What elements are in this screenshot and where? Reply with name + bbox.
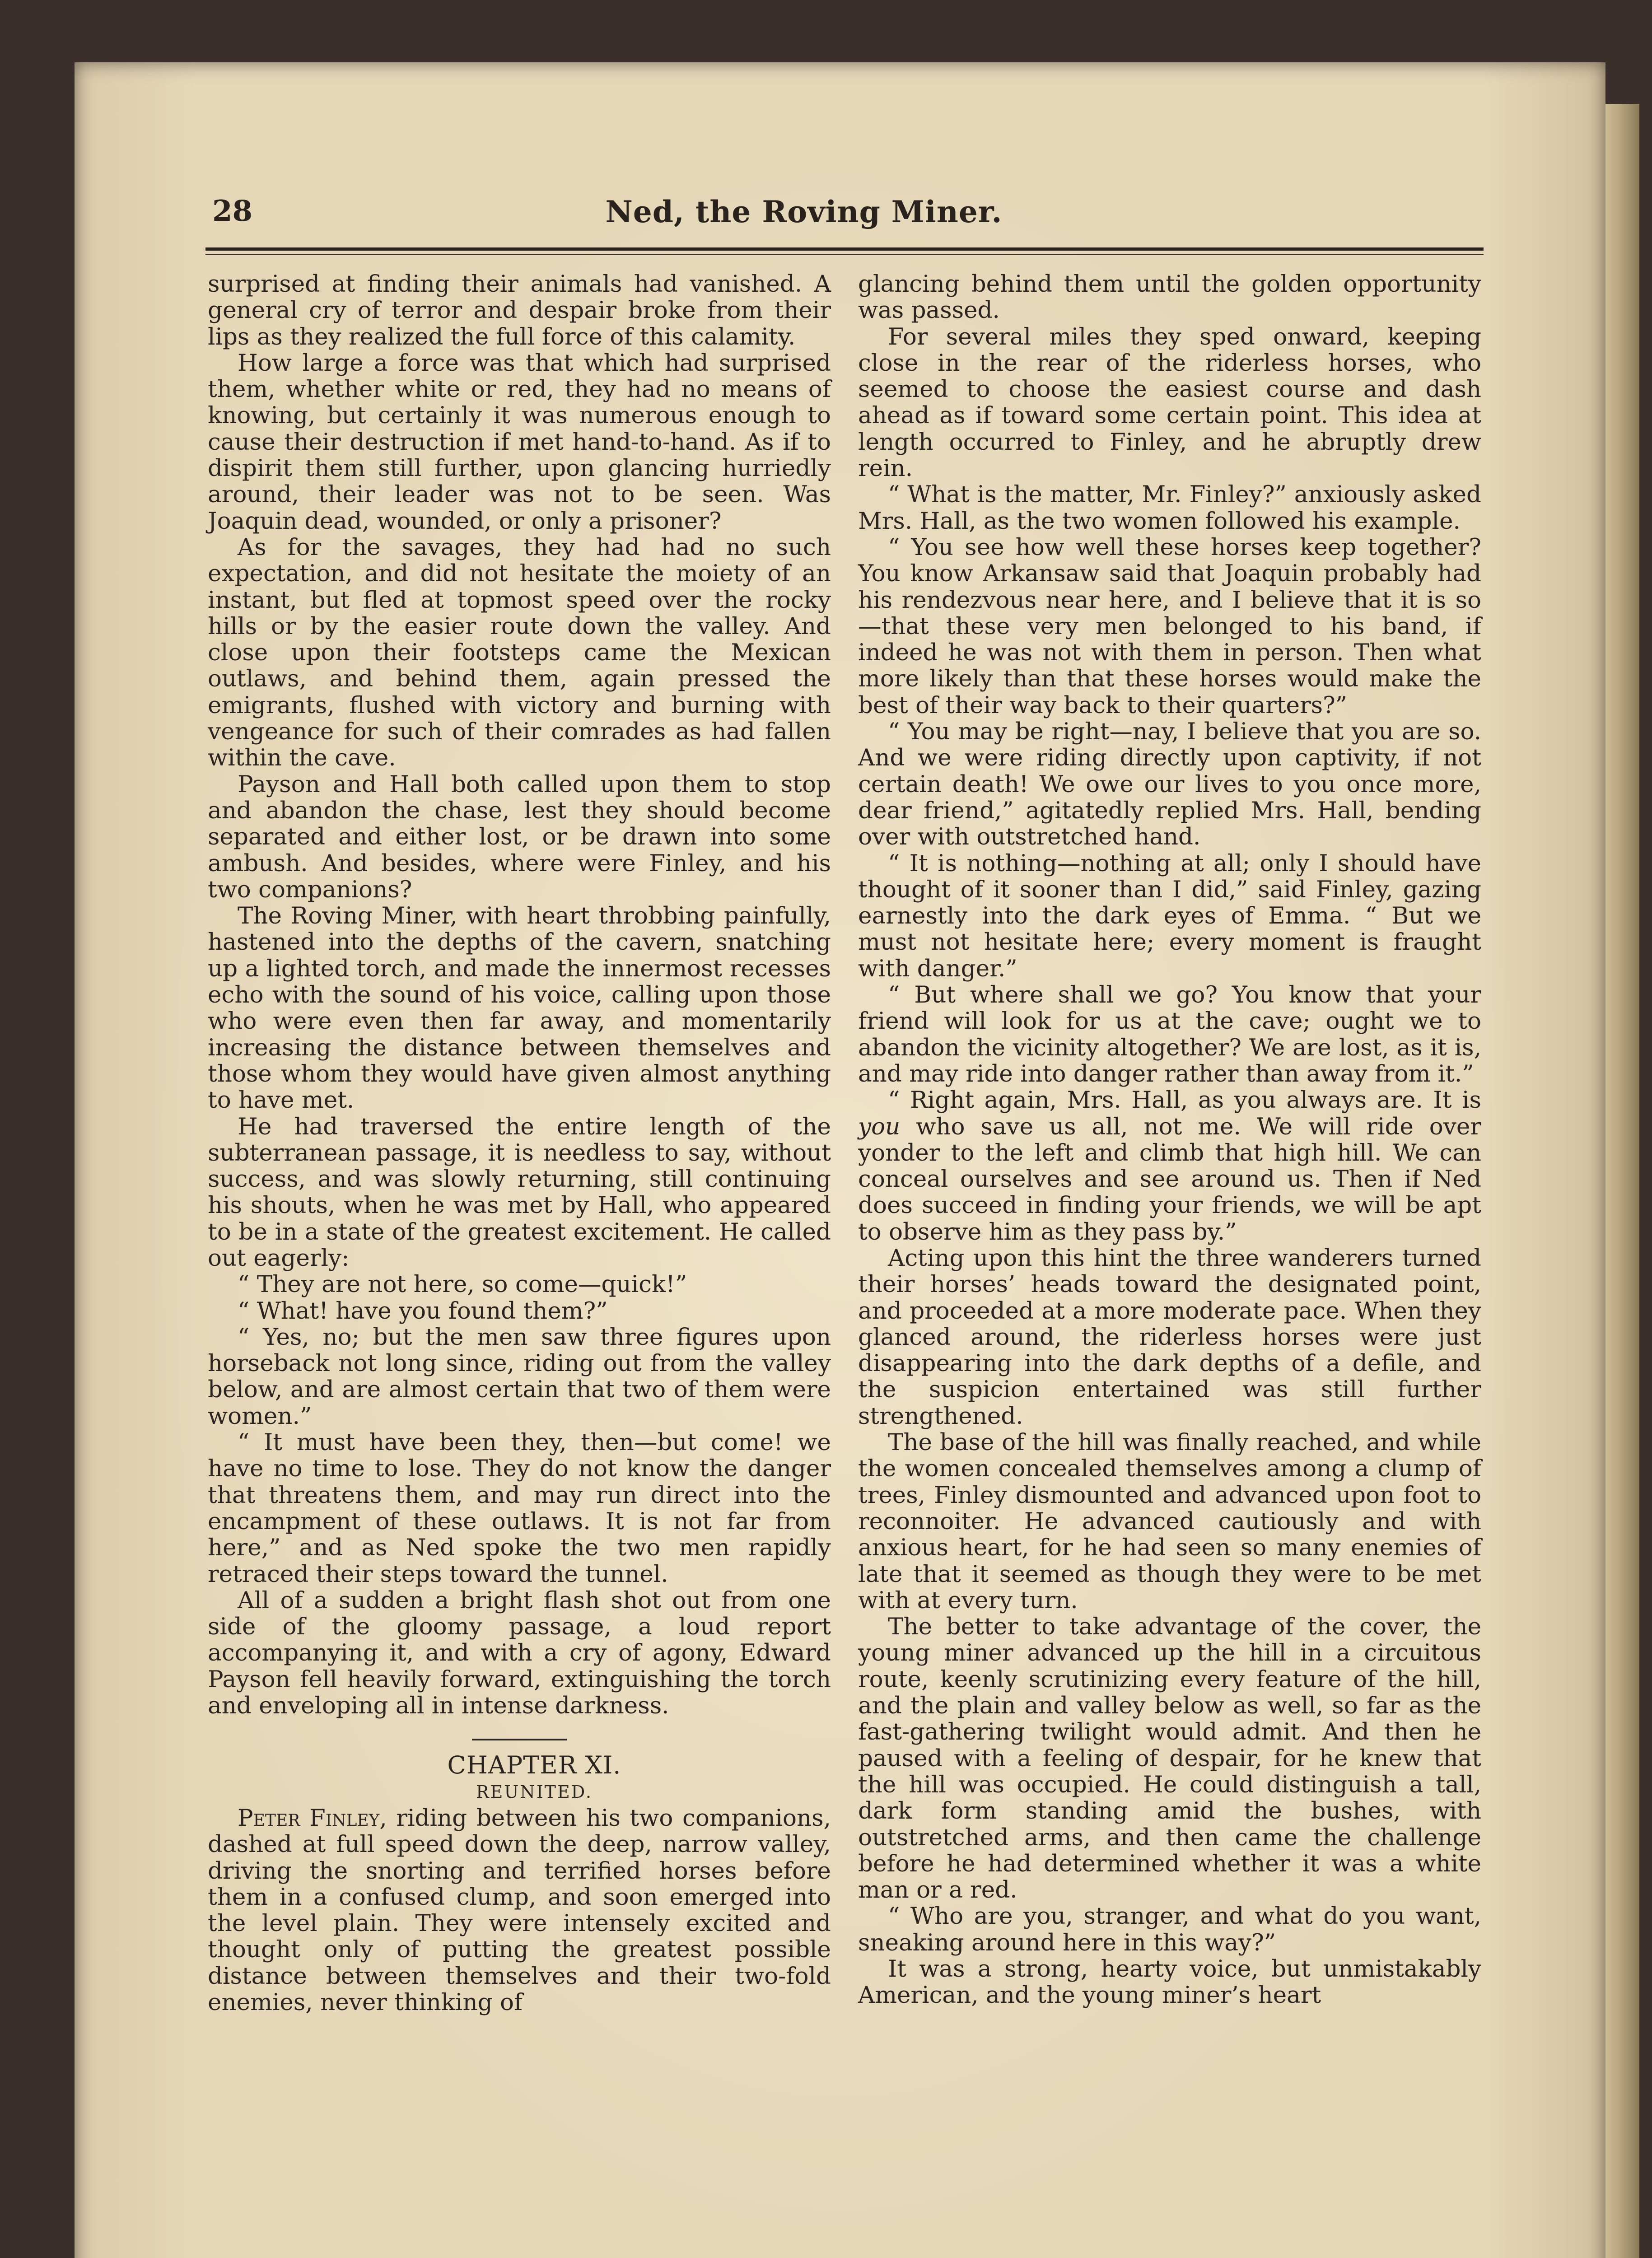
emphasized-word: you bbox=[858, 1113, 901, 1140]
chapter-title: CHAPTER XI. bbox=[447, 1751, 621, 1780]
paragraph: glancing behind them until the golden opportunity was passed. bbox=[858, 271, 1481, 324]
paragraph-text: who save us all, not me. We will ride over yonder to the left and climb that high hill. We can conceal ourselves and see around us. Then if Ned does succeed in finding your friends, we will be apt to observe him as they pass by.” bbox=[858, 1113, 1481, 1246]
chapter-divider bbox=[472, 1739, 567, 1740]
left-column bbox=[208, 271, 831, 2015]
paragraph: As for the savages, they had had no such expectation, and did not hesitate the moiety of an instant, but fled at topmost speed over the rocky hills or by the easier route down the valley. And close upon their footsteps came the Mexican outlaws, and behind them, again pressed the emigrants, flushed with victory and burning with vengeance for such of their comrades as had fallen within the cave. bbox=[208, 533, 831, 772]
paragraph: “ It must have been they, then—but come! we have no time to lose. They do not know the danger that threatens them, and may run direct into the encampment of these outlaws. It is not far from here,” and as Ned spoke the two men rapidly retraced their steps toward the tunnel. bbox=[208, 1429, 831, 1588]
paragraph: Payson and Hall both called upon them to stop and abandon the chase, lest they should become separated and either lost, or be drawn into some ambush. And besides, where were Finley, and his two companions? bbox=[208, 770, 831, 903]
paragraph: “ It is nothing—nothing at all; only I should have thought of it sooner than I did,” said Finley, gazing earnestly into the dark eyes of Emma. “ But we must not hesitate here; every moment is fraught with danger.” bbox=[858, 849, 1481, 982]
paragraph: For several miles they sped onward, keeping close in the rear of the riderless horses, who seemed to choose the easiest course and dash ahead as if toward some certain point. This idea at length occurred to Finley, and he abruptly drew rein. bbox=[858, 323, 1481, 482]
header-rule-thin bbox=[205, 254, 1484, 255]
paragraph: “ You see how well these horses keep together? You know Arkansaw said that Joaquin probably had his rendezvous near here, and I believe that it is so—that these very men belonged to his band, if indeed he was not with them in person. Then what more likely than that these horses would make the best of their way back to their quarters?” bbox=[858, 533, 1481, 719]
paragraph: The base of the hill was finally reached, and while the women concealed themselves among a clump of trees, Finley dismounted and advanced upon foot to reconnoiter. He advanced cautiously and with anxious heart, for he had seen so many enemies of late that it seemed as though they were to be met with at every turn. bbox=[858, 1429, 1481, 1614]
right-column bbox=[858, 271, 1481, 2009]
paragraph: It was a strong, hearty voice, but unmistakably American, and the young miner’s heart bbox=[858, 1955, 1481, 2009]
paragraph: “ What is the matter, Mr. Finley?” anxiously asked Mrs. Hall, as the two women followed his example. bbox=[858, 481, 1481, 535]
page-number: 28 bbox=[212, 194, 253, 228]
paragraph: Acting upon this hint the three wanderers turned their horses’ heads toward the designated point, and proceeded at a more moderate pace. When they glanced around, the riderless horses were just disappearing into the dark depths of a defile, and the suspicion entertained was still further strengthened. bbox=[858, 1244, 1481, 1430]
chapter-opening-paragraph bbox=[208, 1805, 831, 2015]
paragraph: surprised at finding their animals had vanished. A general cry of terror and despair broke from their lips as they realized the full force of this calamity. bbox=[208, 271, 831, 350]
paragraph: The better to take advantage of the cover, the young miner advanced up the hill in a circuitous route, keenly scrutinizing every feature of the hill, and the plain and valley below as well, so far as the fast-gathering twilight would admit. And then he paused with a feeling of despair, for he knew that the hill was occupied. He could distinguish a tall, dark form standing amid the bushes, with outstretched arms, and then came the challenge before he had determined whether it was a white man or a red. bbox=[858, 1613, 1481, 1904]
paragraph: “ But where shall we go? You know that your friend will look for us at the cave; ought we to abandon the vicinity altogether? We are lost, as it is, and may ride into danger rather than away from it.” bbox=[858, 981, 1481, 1087]
paragraph: “ They are not here, so come—quick!” bbox=[238, 1271, 687, 1298]
paragraph-text: “ Right again, Mrs. Hall, as you always are. It is bbox=[888, 1087, 1481, 1114]
paragraph: All of a sudden a bright flash shot out from one side of the gloomy passage, a loud report accompanying it, and with a cry of agony, Edward Payson fell heavily forward, extinguishing the torch and enveloping all in intense darkness. bbox=[208, 1586, 831, 1720]
header-rule bbox=[205, 247, 1484, 251]
paragraph: He had traversed the entire length of the subterranean passage, it is needless to say, without success, and was slowly returning, still continuing his shouts, when he was met by Hall, who appeared to be in a state of the greatest excitement. He called out eagerly: bbox=[208, 1113, 831, 1272]
paragraph: “ Yes, no; but the men saw three figures upon horseback not long since, riding out from the valley below, and are almost certain that two of them were women.” bbox=[208, 1323, 831, 1430]
chapter-subtitle: REUNITED. bbox=[476, 1782, 593, 1802]
running-title: Ned, the Roving Miner. bbox=[605, 194, 1003, 229]
paragraph: “ What! have you found them?” bbox=[238, 1297, 608, 1325]
paragraph: “ Who are you, stranger, and what do you want, sneaking around here in this way?” bbox=[858, 1903, 1481, 1956]
paragraph: The Roving Miner, with heart throbbing painfully, hastened into the depths of the cavern, snatching up a lighted torch, and made the innermost recesses echo with the sound of his voice, calling upon those who were even then far away, and momentarily increasing the distance between themselves and those whom they would have given almost anything to have met. bbox=[208, 902, 831, 1114]
chapter-opening-name: Peter Finley, bbox=[238, 1804, 387, 1832]
page-header bbox=[135, 194, 1472, 248]
next-page-edge bbox=[1605, 104, 1639, 2258]
paragraph: “ You may be right—nay, I believe that you are so. And we were riding directly upon captivity, if not certain death! We owe our lives to you once more, dear friend,” agitatedly replied Mrs. Hall, bending over with outstretched hand. bbox=[858, 718, 1481, 851]
chapter-opening-text: riding between his two companions, dashed at full speed down the deep, narrow valley, driving the snorting and terrified horses before them in a confused clump, and soon emerged into the level plain. They were intensely excited and thought only of putting the greatest possible distance between themselves and their two-fold enemies, never thinking of bbox=[208, 1804, 831, 2016]
paragraph: How large a force was that which had surprised them, whether white or red, they had no means of knowing, but certainly it was numerous enough to cause their destruction if met hand-to-hand. As if to dispirit them still further, upon glancing hurriedly around, their leader was not to be seen. Was Joaquin dead, wounded, or only a prisoner? bbox=[208, 349, 831, 535]
paragraph bbox=[858, 1087, 1481, 1245]
